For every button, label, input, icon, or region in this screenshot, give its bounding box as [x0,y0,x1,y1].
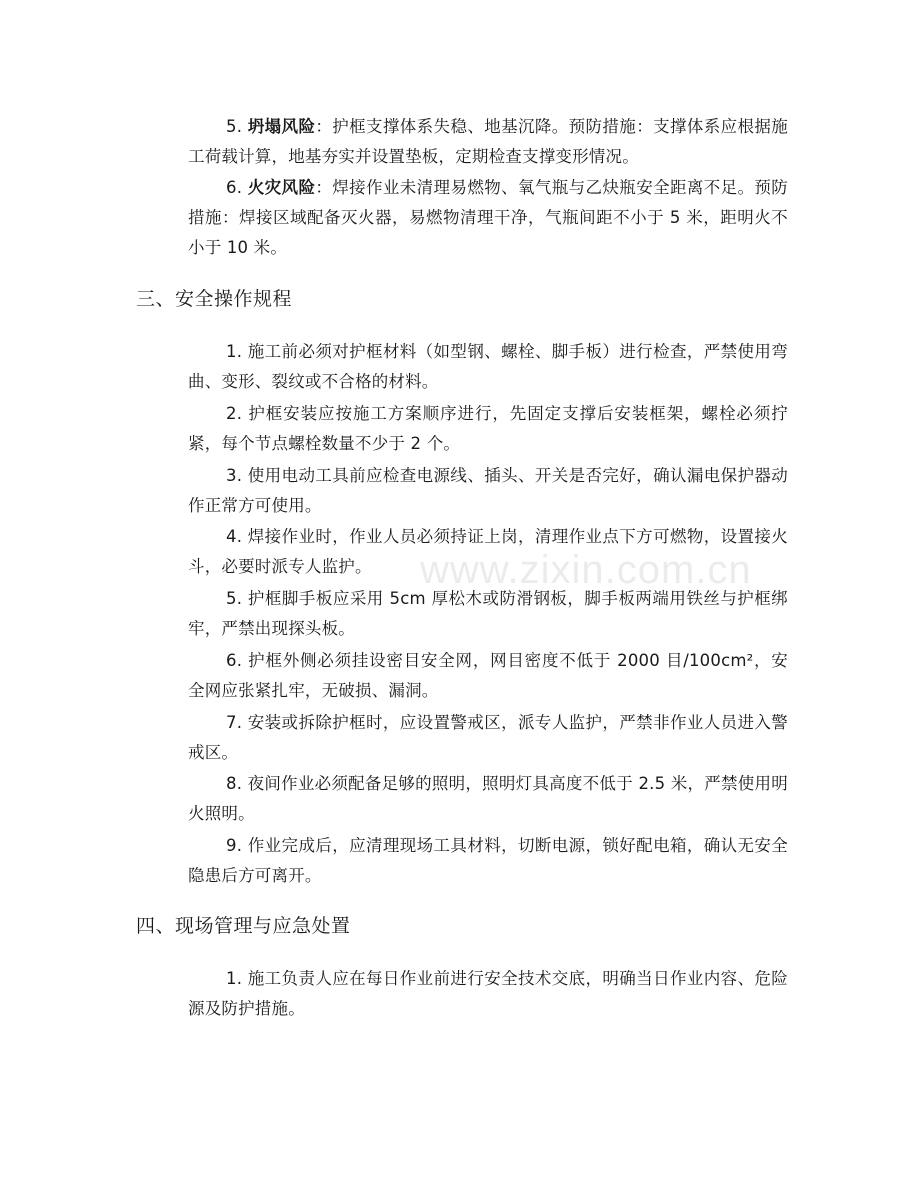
procedure-item: 9. 作业完成后，应清理现场工具材料，切断电源，锁好配电箱，确认无安全隐患后方可离开。 [188,836,788,885]
risk-item-number: 6. [226,178,248,197]
procedure-item: 1. 施工前必须对护框材料（如型钢、螺栓、脚手板）进行检查，严禁使用弯曲、变形、裂纹或不合格的材料。 [188,342,788,391]
procedure-item: 5. 护框脚手板应采用 5cm 厚松木或防滑钢板，脚手板两端用铁丝与护框绑牢，严禁出现探头板。 [188,589,788,638]
watermark: www.zixin.com.cn [420,548,752,592]
management-item: 1. 施工负责人应在每日作业前进行安全技术交底，明确当日作业内容、危险源及防护措施。 [188,969,788,1018]
risk-item-collapse [188,112,788,172]
section-heading-safety-procedures: 三、安全操作规程 [136,288,293,310]
risk-item-title: 火灾风险 [247,178,316,197]
section-heading-site-management: 四、现场管理与应急处置 [136,915,351,937]
risk-item-number: 5. [226,117,248,136]
risk-item-fire [188,173,788,263]
procedure-item: 3. 使用电动工具前应检查电源线、插头、开关是否完好，确认漏电保护器动作正常方可使用。 [188,466,788,515]
risk-item-text: ：焊接作业未清理易燃物、氧气瓶与乙炔瓶安全距离不足。预防措施：焊接区域配备灭火器，易燃物清理干净，气瓶间距不小于 5 米，距明火不小于 10 米。 [188,178,788,257]
procedure-item: 7. 安装或拆除护框时，应设置警戒区，派专人监护，严禁非作业人员进入警戒区。 [188,713,788,762]
procedure-item: 6. 护框外侧必须挂设密目安全网，网目密度不低于 2000 目/100cm²，安全网应张紧扎牢，无破损、漏洞。 [188,651,788,700]
procedure-item: 8. 夜间作业必须配备足够的照明，照明灯具高度不低于 2.5 米，严禁使用明火照明。 [188,774,788,823]
procedure-item: 4. 焊接作业时，作业人员必须持证上岗，清理作业点下方可燃物，设置接火斗，必要时派专人监护。 [188,527,788,576]
risk-item-text: ：护框支撑体系失稳、地基沉降。预防措施：支撑体系应根据施工荷载计算，地基夯实并设置垫板，定期检查支撑变形情况。 [188,117,788,166]
risk-item-title: 坍塌风险 [247,117,316,136]
procedure-item: 2. 护框安装应按施工方案顺序进行，先固定支撑后安装框架，螺栓必须拧紧，每个节点螺栓数量不少于 2 个。 [188,404,788,453]
